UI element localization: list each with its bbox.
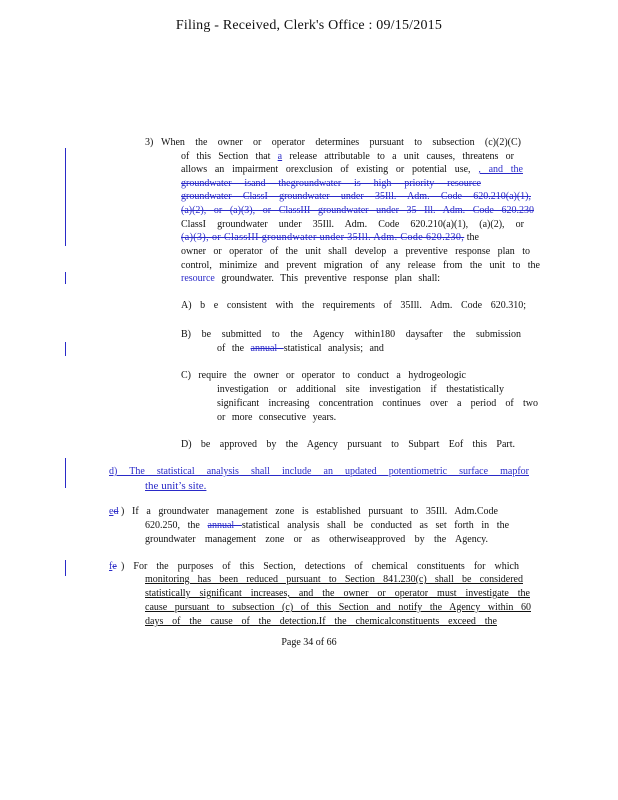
text-line: days of the cause of the detection.If the chemicalconstituents exceed the — [145, 616, 497, 627]
change-bar — [65, 342, 66, 356]
text-line: of this Section that a release attributable to a unit causes, threatens or — [181, 151, 514, 162]
change-bar — [65, 148, 66, 246]
text-line: ) For the purposes of this Section, detections of chemical constituents for which — [121, 561, 519, 572]
text-line: 620.250, the annual statistical analysis shall be conducted as set forth in the — [145, 520, 510, 531]
inserted-paragraph: d) The statistical analysis shall include an updated potentiometric surface mapfor — [109, 466, 529, 477]
paragraph-number: ed — [109, 506, 119, 517]
list-item-b: B) be submitted to the Agency within180 daysafter the submission — [181, 329, 521, 340]
text-line: investigation or additional site investigation if thestatistically — [217, 384, 504, 395]
text-line: of the annual statistical analysis; and — [217, 343, 384, 354]
deleted-text-line: groundwater ClassI groundwater under 35Ill. Adm. Code 620.210(a)(1), — [181, 191, 531, 202]
text-line: resource groundwater. This preventive response plan shall: — [181, 273, 441, 284]
text-line: significant increasing concentration continues over a period of two — [217, 398, 538, 409]
text-line: or more consecutive years. — [217, 412, 337, 423]
change-bar — [65, 272, 66, 284]
text-line: owner or operator of the unit shall develop a preventive response plan to — [181, 246, 530, 257]
list-item-a: A) b e consistent with the requirements of 35Ill. Adm. Code 620.310; — [181, 300, 526, 311]
text-line: control, minimize and prevent migration of any release from the unit to the — [181, 260, 540, 271]
text-line: groundwater management zone or as otherwiseapproved by the Agency. — [145, 534, 488, 545]
text-line: monitoring has been reduced pursuant to Section 841.230(c) shall be considered — [145, 574, 523, 585]
list-item-d: D) be approved by the Agency pursuant to Subpart Eof this Part. — [181, 439, 515, 450]
list-item-c: C) require the owner or operator to conduct a hydrogeologic — [181, 370, 466, 381]
change-bar — [65, 458, 66, 488]
text-line: cause pursuant to subsection (c) of this Section and notify the Agency within 60 — [145, 602, 531, 613]
paragraph-number: fe — [109, 561, 117, 572]
deleted-text-line: groundwater isand thegroundwater is high priority resource — [181, 178, 481, 189]
text-line: allows an impairment orexclusion of existing or potential use, , and the — [181, 164, 523, 175]
change-bar — [65, 560, 66, 576]
text-line: statistically significant increases, and the owner or operator must investigate the — [145, 588, 530, 599]
filing-header: Filing - Received, Clerk's Office : 09/15/2015 — [175, 18, 443, 33]
text-line: ClassI groundwater under 35Ill. Adm. Code 620.210(a)(1), (a)(2), or — [181, 219, 524, 230]
text-line: When the owner or operator determines pursuant to subsection (c)(2)(C) — [161, 137, 521, 148]
inserted-text-line: the unit’s site. — [145, 480, 207, 492]
text-line: ) If a groundwater management zone is established pursuant to 35Ill. Adm.Code — [121, 506, 498, 517]
deleted-text-line: (a)(2), or (a)(3), or ClassIII groundwater under 35 Ill. Adm. Code 620.230 — [181, 205, 534, 216]
page-number: Page 34 of 66 — [281, 637, 337, 648]
text-line: (a)(3), or ClassIII groundwater under 35Ill. Adm. Code 620.230, the — [181, 232, 479, 243]
paragraph-number: 3) — [145, 137, 154, 148]
